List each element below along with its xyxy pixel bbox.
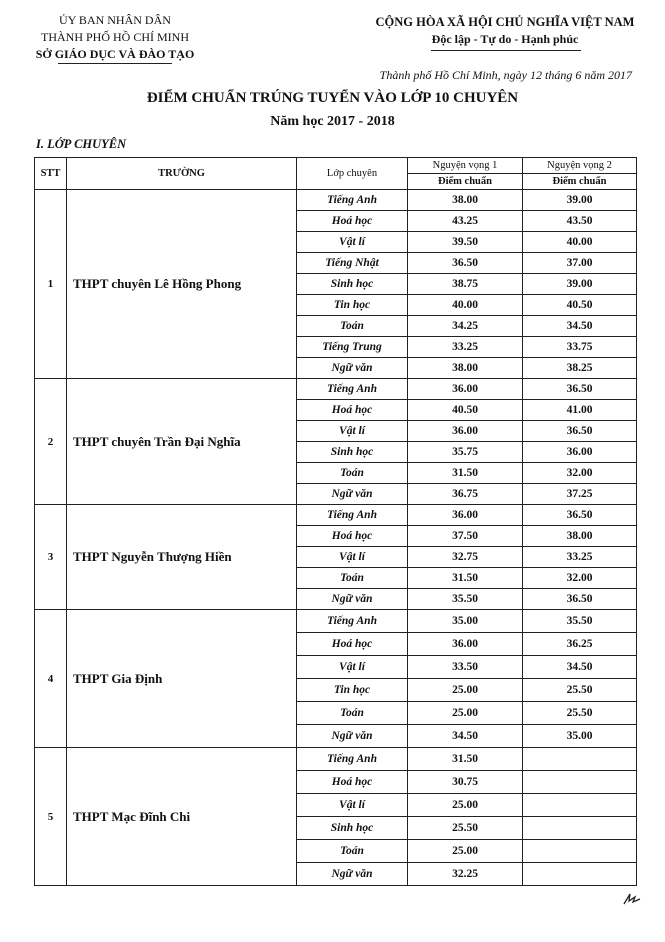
nv1-score: 34.25	[408, 316, 523, 337]
nv1-score: 40.50	[408, 400, 523, 421]
nv2-score: 41.00	[523, 400, 637, 421]
stt-cell: 4	[35, 610, 67, 748]
col-nv1-header: Nguyện vọng 1	[408, 158, 523, 174]
subject-cell: Sinh học	[297, 817, 408, 840]
issuer-line-3: SỞ GIÁO DỤC VÀ ĐÀO TẠO	[35, 47, 195, 61]
nv2-score: 40.50	[523, 295, 637, 316]
nv2-score	[523, 817, 637, 840]
table-row	[35, 505, 637, 526]
subject-cell: Hoá học	[297, 211, 408, 232]
nv1-score: 43.25	[408, 211, 523, 232]
nv1-score: 31.50	[408, 568, 523, 589]
nv1-score: 36.75	[408, 484, 523, 505]
nv2-score	[523, 863, 637, 886]
subject-cell: Ngữ văn	[297, 358, 408, 379]
nv1-score: 36.00	[408, 379, 523, 400]
nv1-score: 37.50	[408, 526, 523, 547]
nv2-score	[523, 840, 637, 863]
nv1-score: 25.00	[408, 794, 523, 817]
col-school-header: TRƯỜNG	[67, 158, 297, 190]
nv1-score: 25.00	[408, 840, 523, 863]
stt-cell: 5	[35, 748, 67, 886]
document-title: ĐIỂM CHUẨN TRÚNG TUYỂN VÀO LỚP 10 CHUYÊN	[146, 90, 519, 106]
nv2-score: 25.50	[523, 679, 637, 702]
nv1-score: 31.50	[408, 463, 523, 484]
nv1-score: 36.50	[408, 253, 523, 274]
nv1-score: 35.75	[408, 442, 523, 463]
nv1-score: 35.50	[408, 589, 523, 610]
nv1-score: 31.50	[408, 748, 523, 771]
school-name: THPT Gia Định	[67, 610, 297, 748]
subject-cell: Tin học	[297, 679, 408, 702]
nv2-score: 32.00	[523, 568, 637, 589]
nv1-score: 33.25	[408, 337, 523, 358]
subject-cell: Toán	[297, 463, 408, 484]
stt-cell: 2	[35, 379, 67, 505]
nv2-score: 36.00	[523, 442, 637, 463]
nv2-score: 37.00	[523, 253, 637, 274]
section-title: I. LỚP CHUYÊN	[36, 137, 127, 151]
school-name: THPT chuyên Trần Đại Nghĩa	[67, 379, 297, 505]
nv2-score: 38.00	[523, 526, 637, 547]
subject-cell: Toán	[297, 840, 408, 863]
nv1-score: 34.50	[408, 725, 523, 748]
nv1-score: 25.00	[408, 679, 523, 702]
subject-cell: Tiếng Nhật	[297, 253, 408, 274]
country-title: CỘNG HÒA XÃ HỘI CHỦ NGHĨA VIỆT NAM	[375, 15, 635, 29]
subject-cell: Hoá học	[297, 400, 408, 421]
date-line: Thành phố Hồ Chí Minh, ngày 12 tháng 6 năm 2017	[379, 68, 632, 82]
nv1-score: 38.00	[408, 358, 523, 379]
initial-mark	[622, 892, 642, 906]
subject-cell: Tiếng Anh	[297, 190, 408, 211]
nv2-score: 32.00	[523, 463, 637, 484]
subject-cell: Hoá học	[297, 771, 408, 794]
table-row	[35, 379, 637, 400]
nv2-score: 33.25	[523, 547, 637, 568]
table-row	[35, 748, 637, 771]
nv1-score: 25.50	[408, 817, 523, 840]
nv1-score: 30.75	[408, 771, 523, 794]
subject-cell: Ngữ văn	[297, 484, 408, 505]
nv2-score: 34.50	[523, 316, 637, 337]
subject-cell: Tiếng Anh	[297, 505, 408, 526]
subject-cell: Toán	[297, 568, 408, 589]
nv1-score: 36.00	[408, 421, 523, 442]
nv1-score: 38.00	[408, 190, 523, 211]
nv2-score	[523, 771, 637, 794]
table-row	[35, 610, 637, 633]
subject-cell: Tiếng Anh	[297, 610, 408, 633]
nv2-score: 39.00	[523, 274, 637, 295]
nv2-score: 36.50	[523, 589, 637, 610]
subject-cell: Ngữ văn	[297, 725, 408, 748]
col-class-header: Lớp chuyên	[297, 158, 408, 190]
col-score1-header: Điểm chuẩn	[408, 174, 523, 190]
nv1-score: 38.75	[408, 274, 523, 295]
nv2-score: 34.50	[523, 656, 637, 679]
subject-cell: Ngữ văn	[297, 863, 408, 886]
subject-cell: Ngữ văn	[297, 589, 408, 610]
nv2-score: 43.50	[523, 211, 637, 232]
subject-cell: Sinh học	[297, 442, 408, 463]
subject-cell: Vật lí	[297, 547, 408, 568]
motto-underline	[431, 50, 581, 51]
subject-cell: Hoá học	[297, 633, 408, 656]
stt-cell: 3	[35, 505, 67, 610]
col-stt-header: STT	[35, 158, 67, 190]
table-header-row	[35, 158, 637, 174]
subject-cell: Vật lí	[297, 794, 408, 817]
nv1-score: 32.25	[408, 863, 523, 886]
nv2-score: 35.50	[523, 610, 637, 633]
nv1-score: 33.50	[408, 656, 523, 679]
subject-cell: Sinh học	[297, 274, 408, 295]
subject-cell: Tiếng Trung	[297, 337, 408, 358]
nv2-score	[523, 794, 637, 817]
subject-cell: Vật lí	[297, 421, 408, 442]
subject-cell: Vật lí	[297, 656, 408, 679]
nv2-score: 40.00	[523, 232, 637, 253]
nv1-score: 36.00	[408, 633, 523, 656]
col-score2-header: Điểm chuẩn	[523, 174, 637, 190]
nv2-score: 33.75	[523, 337, 637, 358]
school-name: THPT Mạc Đĩnh Chi	[67, 748, 297, 886]
subject-cell: Tin học	[297, 295, 408, 316]
nv2-score: 25.50	[523, 702, 637, 725]
nv2-score: 35.00	[523, 725, 637, 748]
nv2-score: 36.25	[523, 633, 637, 656]
score-table	[34, 157, 637, 886]
nv1-score: 39.50	[408, 232, 523, 253]
nv2-score: 36.50	[523, 379, 637, 400]
nv2-score: 39.00	[523, 190, 637, 211]
subject-cell: Toán	[297, 702, 408, 725]
subject-cell: Toán	[297, 316, 408, 337]
stt-cell: 1	[35, 190, 67, 379]
nv1-score: 36.00	[408, 505, 523, 526]
subject-cell: Tiếng Anh	[297, 748, 408, 771]
subject-cell: Hoá học	[297, 526, 408, 547]
issuer-line-1: ỦY BAN NHÂN DÂN	[59, 13, 171, 27]
nv1-score: 40.00	[408, 295, 523, 316]
document-subtitle: Năm học 2017 - 2018	[270, 114, 395, 129]
nv2-score	[523, 748, 637, 771]
nv1-score: 35.00	[408, 610, 523, 633]
nv2-score: 36.50	[523, 505, 637, 526]
nv2-score: 38.25	[523, 358, 637, 379]
subject-cell: Vật lí	[297, 232, 408, 253]
motto: Độc lập - Tự do - Hạnh phúc	[431, 32, 579, 46]
subject-cell: Tiếng Anh	[297, 379, 408, 400]
nv2-score: 36.50	[523, 421, 637, 442]
table-row	[35, 190, 637, 211]
school-name: THPT chuyên Lê Hồng Phong	[67, 190, 297, 379]
nv2-score: 37.25	[523, 484, 637, 505]
school-name: THPT Nguyễn Thượng Hiền	[67, 505, 297, 610]
col-nv2-header: Nguyện vọng 2	[523, 158, 637, 174]
nv1-score: 32.75	[408, 547, 523, 568]
nv1-score: 25.00	[408, 702, 523, 725]
issuer-line-2: THÀNH PHỐ HỒ CHÍ MINH	[41, 30, 189, 44]
issuer-underline	[58, 63, 172, 64]
